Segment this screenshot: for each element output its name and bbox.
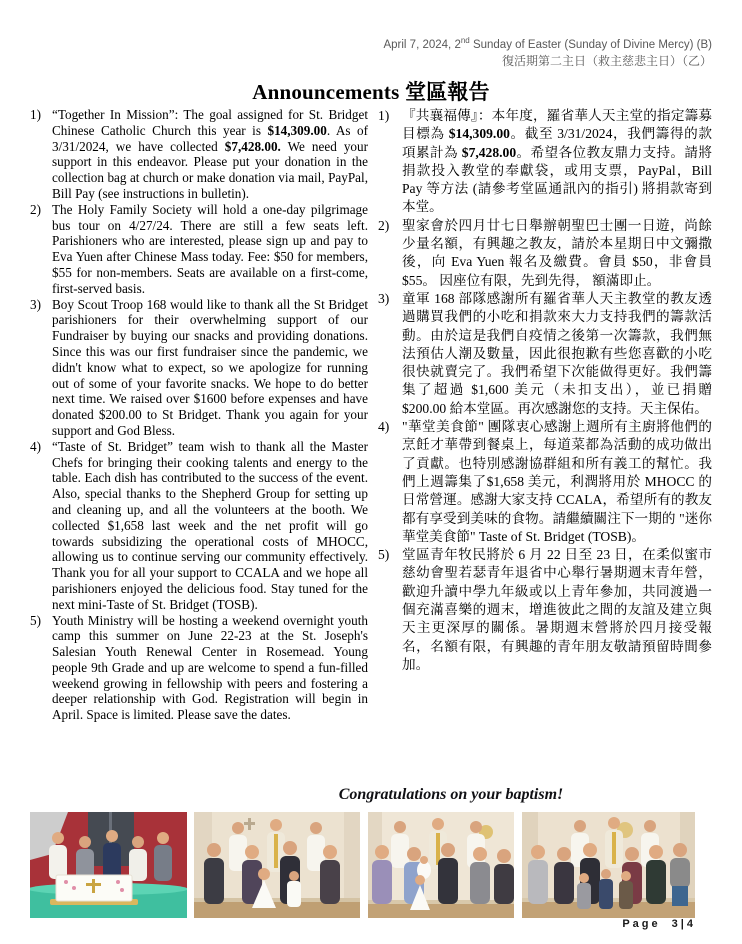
item-text: 『共襄福傳』：本年度，羅省華人天主堂的指定籌募目標為 $14,309.00。截至 3/31/2024，我們籌得的款項累計為 $7,428.00。希望各位教友鼎力支持。請將捐款投入教堂的奉獻袋，或用支票，PayPal，Bill Pay 等方法 (請參考堂區通訊內的指引) 將捐款寄到本堂。 [402,108,712,215]
announcement-en-1 [30,107,368,202]
page-title: Announcements 堂區報告 [252,80,490,105]
baptism-photo-cake-art [30,812,187,918]
announcement-en-2 [30,202,368,297]
baptism-photo-family-1-art [194,812,360,918]
baptism-photo-family-1 [194,812,360,918]
item-text: "華堂美食節" 團隊衷心感謝上週所有主廚將他們的烹飪才華帶到餐桌上，每道菜都為活動的成功做出了貢獻。也特別感謝協群組和所有義工的幫忙。我們上週籌集了$1,658 美元，利潤將用於 MHOCC 的日常營運。感謝大家支持 CCALA，希望所有的教友都有享受到美味的食物。請繼續關注下一期的 "迷你華堂美食節" Taste of St. Bridget (TOSB)。 [402,419,712,544]
item-text: Boy Scout Troop 168 would like to thank all the St Bridget parishioners for their overwhelming support of our Fundraiser by buying our snacks and providing donations. Since this was our first fundraiser since the pandemic, we didn't know what to expect, so we apologize for running out of some of your favorite snacks. We hope to do better next time. We raised over $1600 before expenses and have donated $200.00 to St Bridget. Thank you again for your support and God Bless. [52,296,368,438]
announcement-columns [30,107,712,789]
item-text: 聖家會於四月廿七日舉辦朝聖巴士團一日遊，尚餘少量名額，有興趣之教友，請於本星期日中文彌撒後，向 Eva Yuen 報名及繳費。會員 $50，非會員 $55。 因座位有限，先到先得， 額滿即止。 [402,217,712,288]
header-dates [383,33,712,69]
baptism-photo-family-2-art [368,812,514,918]
baptism-photo-family-2 [368,812,514,918]
announcement-zh-1 [378,107,712,217]
baptism-photo-family-3 [522,812,695,918]
item-number: 5) [378,547,390,563]
announcement-zh-4 [378,418,712,546]
item-text: “Taste of St. Bridget” team wish to thank all the Master Chefs for bringing their cooking talents and energy to the table. Each dish has contributed to the success of the event. Also, special thanks to the Shepherd Group for setting up and cleaning up, and all the volunteers at the booth. We collected $1,658 last week and the net profit will go towards subsidizing the operational costs of MHOCC, allowing us to continue serving our community effectively. Thank you for all your support to CCALA and we hope all parishioners enjoyed the delicious food. Stay tuned for the next mini-Taste of St. Bridget (TOSB). [52,438,368,612]
item-text: The Holy Family Society will hold a one-day pilgrimage bus tour on 4/27/24. There are still a few seats left. Parishioners who are interested, please sign up and pay to Eva Yuen after Chinese Mass today. Fee: $50 for members, $55 for non-members. Seats are available on a first-come, first-served basis. [52,201,368,296]
item-text: Youth Ministry will be hosting a weekend overnight youth camp this summer on June 22-23 at the St. Joseph's Salesian Youth Renewal Center in Rosemead. Young people 9th Grade and up are welcome to spend a fun-filled weekend growing in fellowship with peers and fostering a deeper relationship with God. Registration will begin in April. Space is limited. Please save the dates. [52,612,368,723]
item-number: 4) [378,419,390,435]
announcement-en-5 [30,613,368,724]
item-text: 堂區青年牧民將於 6 月 22 日至 23 日，在柔似蜜市慈幼會聖若瑟青年退省中心舉行暑期週末青年營，歡迎升讀中學九年級或以上青年參加，共同渡過一個充滿喜樂的週末，增進彼此之間的友誼及建立與天主更深厚的關係。暑期週末營將於四月接受報名，名額有限，有興趣的青年朋友敬請預留時間參加。 [402,547,712,672]
item-number: 2) [378,217,390,233]
item-number: 4) [30,438,41,454]
baptism-photo-cake [30,812,187,918]
announcement-en-3 [30,297,368,439]
page-number: Page 3|4 [622,918,696,930]
ordinal-superscript: nd [460,36,470,45]
baptism-photo-family-3-art [522,812,695,918]
congratulations-heading: Congratulations on your baptism! [338,786,564,803]
item-number: 3) [30,296,41,312]
item-text: 童軍 168 部隊感謝所有羅省華人天主教堂的教友透過購買我們的小吃和捐款來大力支持我們的籌款活動。由於這是我們自疫情之後第一次籌款，我們無法預估人潮及數量，因此很抱歉有些您喜歡的小吃很快就賣完了。我們希望下次能做得更好。我們籌集了超過 $1,600 美元（未扣支出），並已捐贈 $200.00 給本堂區。再次感謝您的支持。天主保佑。 [402,290,712,416]
item-number: 1) [30,107,41,122]
item-number: 2) [30,201,41,217]
date-line-english: April 7, 2024, 2nd Sunday of Easter (Sunday of Divine Mercy) (B) [383,36,712,51]
item-number: 1) [378,108,390,123]
date-line-chinese: 復活期第二主日（救主慈悲主日）（乙） [501,53,712,68]
announcement-en-4 [30,439,368,613]
item-number: 3) [378,290,390,306]
item-text: “Together In Mission”: The goal assigned for St. Bridget Chinese Catholic Church this year is $14,309.00. As of 3/31/2024, we have collected $7,428.00. We need your support in this endeavor. Please put your donation in the collection bag at church or make donation via mail, PayPal, Bill Pay (see instructions in bulletin). [52,107,368,201]
announcement-zh-2 [378,217,712,290]
announcement-zh-3 [378,290,712,418]
announcement-zh-5 [378,546,712,674]
announcements-chinese [378,107,712,789]
item-number: 5) [30,612,41,628]
announcements-english [30,107,368,789]
